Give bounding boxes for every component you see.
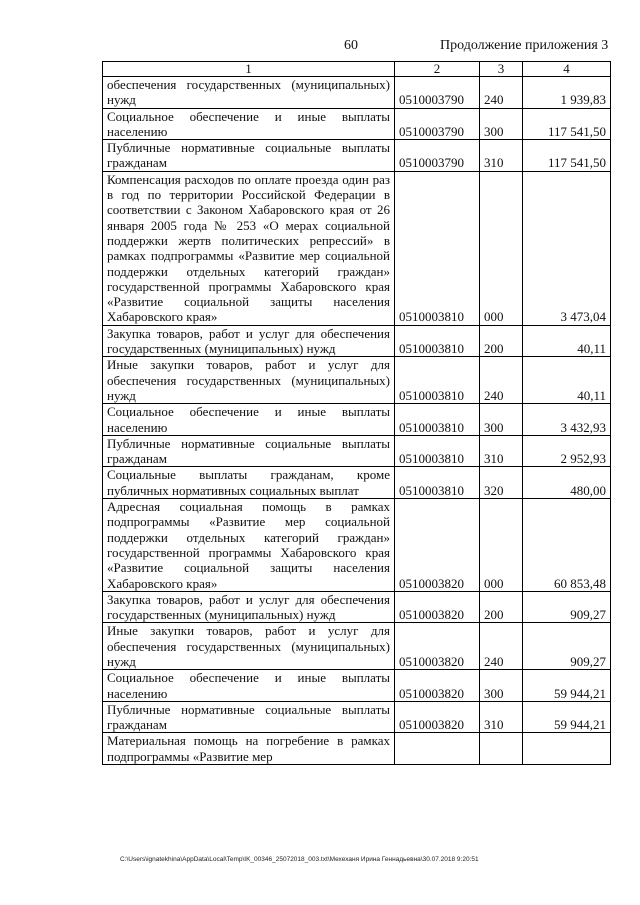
table-row bbox=[103, 701, 611, 733]
table-row bbox=[103, 467, 611, 499]
cell-code: 0510003810 bbox=[395, 435, 480, 467]
cell-kvr bbox=[480, 733, 523, 765]
cell-code: 0510003790 bbox=[395, 77, 480, 109]
cell-amount bbox=[523, 733, 611, 765]
table-row bbox=[103, 499, 611, 592]
cell-amount: 3 432,93 bbox=[523, 404, 611, 436]
cell-amount: 909,27 bbox=[523, 623, 611, 670]
cell-kvr: 300 bbox=[480, 108, 523, 140]
cell-name: Закупка товаров, работ и услуг для обеспечения государственных (муниципальных) нужд bbox=[103, 325, 395, 357]
cell-name: Социальное обеспечение и иные выплаты населению bbox=[103, 404, 395, 436]
cell-name: Публичные нормативные социальные выплаты гражданам bbox=[103, 435, 395, 467]
page-number: 60 bbox=[344, 38, 358, 53]
cell-kvr: 300 bbox=[480, 670, 523, 702]
cell-name: Публичные нормативные социальные выплаты гражданам bbox=[103, 701, 395, 733]
cell-name: Иные закупки товаров, работ и услуг для обеспечения государственных (муниципальных) нужд bbox=[103, 623, 395, 670]
table-row bbox=[103, 171, 611, 325]
cell-amount: 117 541,50 bbox=[523, 108, 611, 140]
cell-kvr: 000 bbox=[480, 499, 523, 592]
cell-code: 0510003820 bbox=[395, 670, 480, 702]
table-row bbox=[103, 108, 611, 140]
table-row bbox=[103, 733, 611, 765]
table-row bbox=[103, 77, 611, 109]
cell-amount: 59 944,21 bbox=[523, 701, 611, 733]
cell-code: 0510003820 bbox=[395, 591, 480, 623]
cell-amount: 480,00 bbox=[523, 467, 611, 499]
cell-kvr: 200 bbox=[480, 591, 523, 623]
table-row bbox=[103, 325, 611, 357]
column-header: 1 bbox=[103, 62, 395, 77]
column-header: 2 bbox=[395, 62, 480, 77]
cell-code: 0510003790 bbox=[395, 140, 480, 172]
cell-name: Компенсация расходов по оплате проезда один раз в год по территории Российской Федерации в соответствии с Законом Хабаровского края от 26 января 2005 года № 253 «О мерах социальной поддержки жертв политических репрессий» в рамках подпрограммы «Развитие мер социальной поддержки отдельных категорий граждан» государственной программы Хабаровского края «Развитие социальной защиты населения Хабаровского края» bbox=[103, 171, 395, 325]
table-row bbox=[103, 435, 611, 467]
cell-kvr: 310 bbox=[480, 701, 523, 733]
cell-amount: 2 952,93 bbox=[523, 435, 611, 467]
cell-code: 0510003790 bbox=[395, 108, 480, 140]
table-row bbox=[103, 591, 611, 623]
cell-code: 0510003810 bbox=[395, 404, 480, 436]
cell-code bbox=[395, 733, 480, 765]
cell-kvr: 000 bbox=[480, 171, 523, 325]
cell-kvr: 320 bbox=[480, 467, 523, 499]
cell-kvr: 240 bbox=[480, 623, 523, 670]
continuation-caption: Продолжение приложения 3 bbox=[440, 38, 609, 53]
table-row bbox=[103, 357, 611, 404]
cell-amount: 40,11 bbox=[523, 325, 611, 357]
cell-amount: 117 541,50 bbox=[523, 140, 611, 172]
file-path-footer: C:\Users\ignatekhina\AppData\Local\Temp\IK_00346_25072018_003.txt\Мехеханя Ирина Геннадьевна\30.07.2018 9:20:51 bbox=[120, 856, 479, 863]
table-row bbox=[103, 404, 611, 436]
cell-code: 0510003810 bbox=[395, 357, 480, 404]
cell-code: 0510003810 bbox=[395, 171, 480, 325]
cell-code: 0510003820 bbox=[395, 499, 480, 592]
cell-kvr: 200 bbox=[480, 325, 523, 357]
table-row bbox=[103, 140, 611, 172]
cell-kvr: 300 bbox=[480, 404, 523, 436]
cell-kvr: 310 bbox=[480, 140, 523, 172]
cell-code: 0510003810 bbox=[395, 467, 480, 499]
cell-code: 0510003810 bbox=[395, 325, 480, 357]
cell-name: Публичные нормативные социальные выплаты гражданам bbox=[103, 140, 395, 172]
cell-amount: 1 939,83 bbox=[523, 77, 611, 109]
cell-name: Социальные выплаты гражданам, кроме публичных нормативных социальных выплат bbox=[103, 467, 395, 499]
cell-name: обеспечения государственных (муниципальных) нужд bbox=[103, 77, 395, 109]
cell-name: Адресная социальная помощь в рамках подпрограммы «Развитие мер социальной поддержки отдельных категорий граждан» государственной программы Хабаровского края «Развитие социальной защиты населения Хабаровского края» bbox=[103, 499, 395, 592]
cell-code: 0510003820 bbox=[395, 701, 480, 733]
table-row bbox=[103, 623, 611, 670]
cell-name: Социальное обеспечение и иные выплаты населению bbox=[103, 108, 395, 140]
column-header: 3 bbox=[480, 62, 523, 77]
cell-name: Материальная помощь на погребение в рамках подпрограммы «Развитие мер bbox=[103, 733, 395, 765]
cell-amount: 909,27 bbox=[523, 591, 611, 623]
table-row bbox=[103, 670, 611, 702]
cell-kvr: 240 bbox=[480, 77, 523, 109]
column-header: 4 bbox=[523, 62, 611, 77]
cell-amount: 60 853,48 bbox=[523, 499, 611, 592]
cell-code: 0510003820 bbox=[395, 623, 480, 670]
cell-name: Закупка товаров, работ и услуг для обеспечения государственных (муниципальных) нужд bbox=[103, 591, 395, 623]
cell-name: Иные закупки товаров, работ и услуг для обеспечения государственных (муниципальных) нужд bbox=[103, 357, 395, 404]
cell-amount: 59 944,21 bbox=[523, 670, 611, 702]
cell-kvr: 240 bbox=[480, 357, 523, 404]
budget-table bbox=[102, 61, 611, 765]
table-header-row bbox=[103, 62, 611, 77]
cell-name: Социальное обеспечение и иные выплаты населению bbox=[103, 670, 395, 702]
cell-amount: 3 473,04 bbox=[523, 171, 611, 325]
cell-kvr: 310 bbox=[480, 435, 523, 467]
cell-amount: 40,11 bbox=[523, 357, 611, 404]
